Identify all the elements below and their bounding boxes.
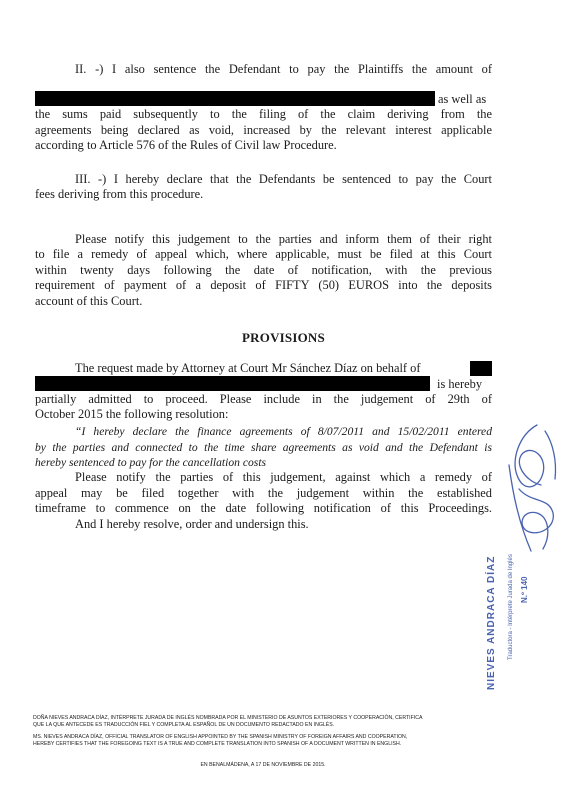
stamp-number: N.º 140: [520, 576, 529, 603]
footer-spanish-line-2: QUE LA QUE ANTECEDE ES TRADUCCIÓN FIEL Y COMPLETA AL ESPAÑOL DE UN DOCUMENTO REDACTADO EN INGLÉS.: [33, 722, 335, 728]
quote-line-3: hereby sentenced to pay for the cancellation costs: [35, 456, 267, 469]
notify-line-5: account of this Court.: [35, 294, 143, 308]
paragraph-ii-line-5: according to Article 576 of the Rules of Civil law Procedure.: [35, 138, 337, 152]
notify-line-1: Please notify this judgement to the parties and inform them of their right: [75, 232, 492, 246]
footer-place-date: EN BENALMÁDENA, A 17 DE NOVIEMBRE DE 2015.: [200, 762, 326, 768]
signature-icon: [509, 425, 556, 551]
provisions-heading: PROVISIONS: [242, 330, 325, 345]
provisions-line-2-end: is hereby: [437, 377, 483, 391]
provisions-notify-line-1: Please notify the parties of this judgement, against which a remedy of: [75, 470, 492, 484]
notify-line-4: requirement of payment of a deposit of FIFTY (50) EUROS into the deposits: [35, 278, 492, 292]
footer-english-line-2: HEREBY CERTIFIES THAT THE FOREGOING TEXT IS A TRUE AND COMPLETE TRANSLATION INTO SPANISH OF A DOCUMENT WRITTEN IN ENGLISH.: [33, 741, 402, 747]
paragraph-ii-line-1: II. -) I also sentence the Defendant to pay the Plaintiffs the amount of: [75, 62, 492, 76]
paragraph-iii-line-2: fees deriving from this procedure.: [35, 187, 204, 201]
redacted-block: [470, 361, 492, 376]
paragraph-ii-line-3: the sums paid subsequently to the filing of the claim deriving from the: [35, 107, 492, 121]
stamp-translator-title: Traductora - Intérprete Jurada de Inglés: [508, 554, 514, 660]
footer-english-line-1: MS. NIEVES ANDRACA DÍAZ, OFFICIAL TRANSLATOR OF ENGLISH APPOINTED BY THE SPANISH MINISTRY OF FOREIGN AFFAIRS AND COOPERATION,: [33, 734, 408, 740]
quote-line-2: by the parties and connected to the time share agreements as void and the Defendant is: [35, 441, 492, 454]
provisions-notify-line-2: appeal may be filed together with the judgement within the established: [35, 486, 492, 500]
paragraph-ii-line-2-end: as well as: [438, 92, 487, 106]
provisions-notify-line-3: timeframe to commence on the date following notification of this Proceedings.: [35, 501, 492, 515]
provisions-line-1: The request made by Attorney at Court Mr Sánchez Díaz on behalf of: [75, 361, 421, 375]
notify-line-3: within twenty days following the date of notification, with the previous: [35, 263, 492, 277]
notify-line-2: to file a remedy of appeal which, where applicable, must be filed at this Court: [35, 247, 492, 261]
footer-spanish-line-1: DOÑA NIEVES ANDRACA DÍAZ, INTÉRPRETE JURADA DE INGLÉS NOMBRADA POR EL MINISTERIO DE ASUNTOS EXTERIORES Y COOPERACIÓN, CERTIFICA: [33, 715, 423, 721]
quote-line-1: “I hereby declare the finance agreements of 8/07/2011 and 15/02/2011 entered: [75, 425, 492, 438]
redacted-block: [35, 91, 435, 106]
paragraph-iii-line-1: III. -) I hereby declare that the Defendants be sentenced to pay the Court: [75, 172, 492, 186]
provisions-line-4: October 2015 the following resolution:: [35, 407, 229, 421]
provisions-line-3: partially admitted to proceed. Please include in the judgement of 29th of: [35, 392, 492, 406]
paragraph-ii-line-4: agreements being declared as void, increased by the relevant interest applicable: [35, 123, 492, 137]
stamp-translator-name: NIEVES ANDRACA DÍAZ: [486, 555, 497, 690]
closing-line: And I hereby resolve, order and undersign this.: [75, 517, 309, 531]
redacted-block: [35, 376, 430, 391]
